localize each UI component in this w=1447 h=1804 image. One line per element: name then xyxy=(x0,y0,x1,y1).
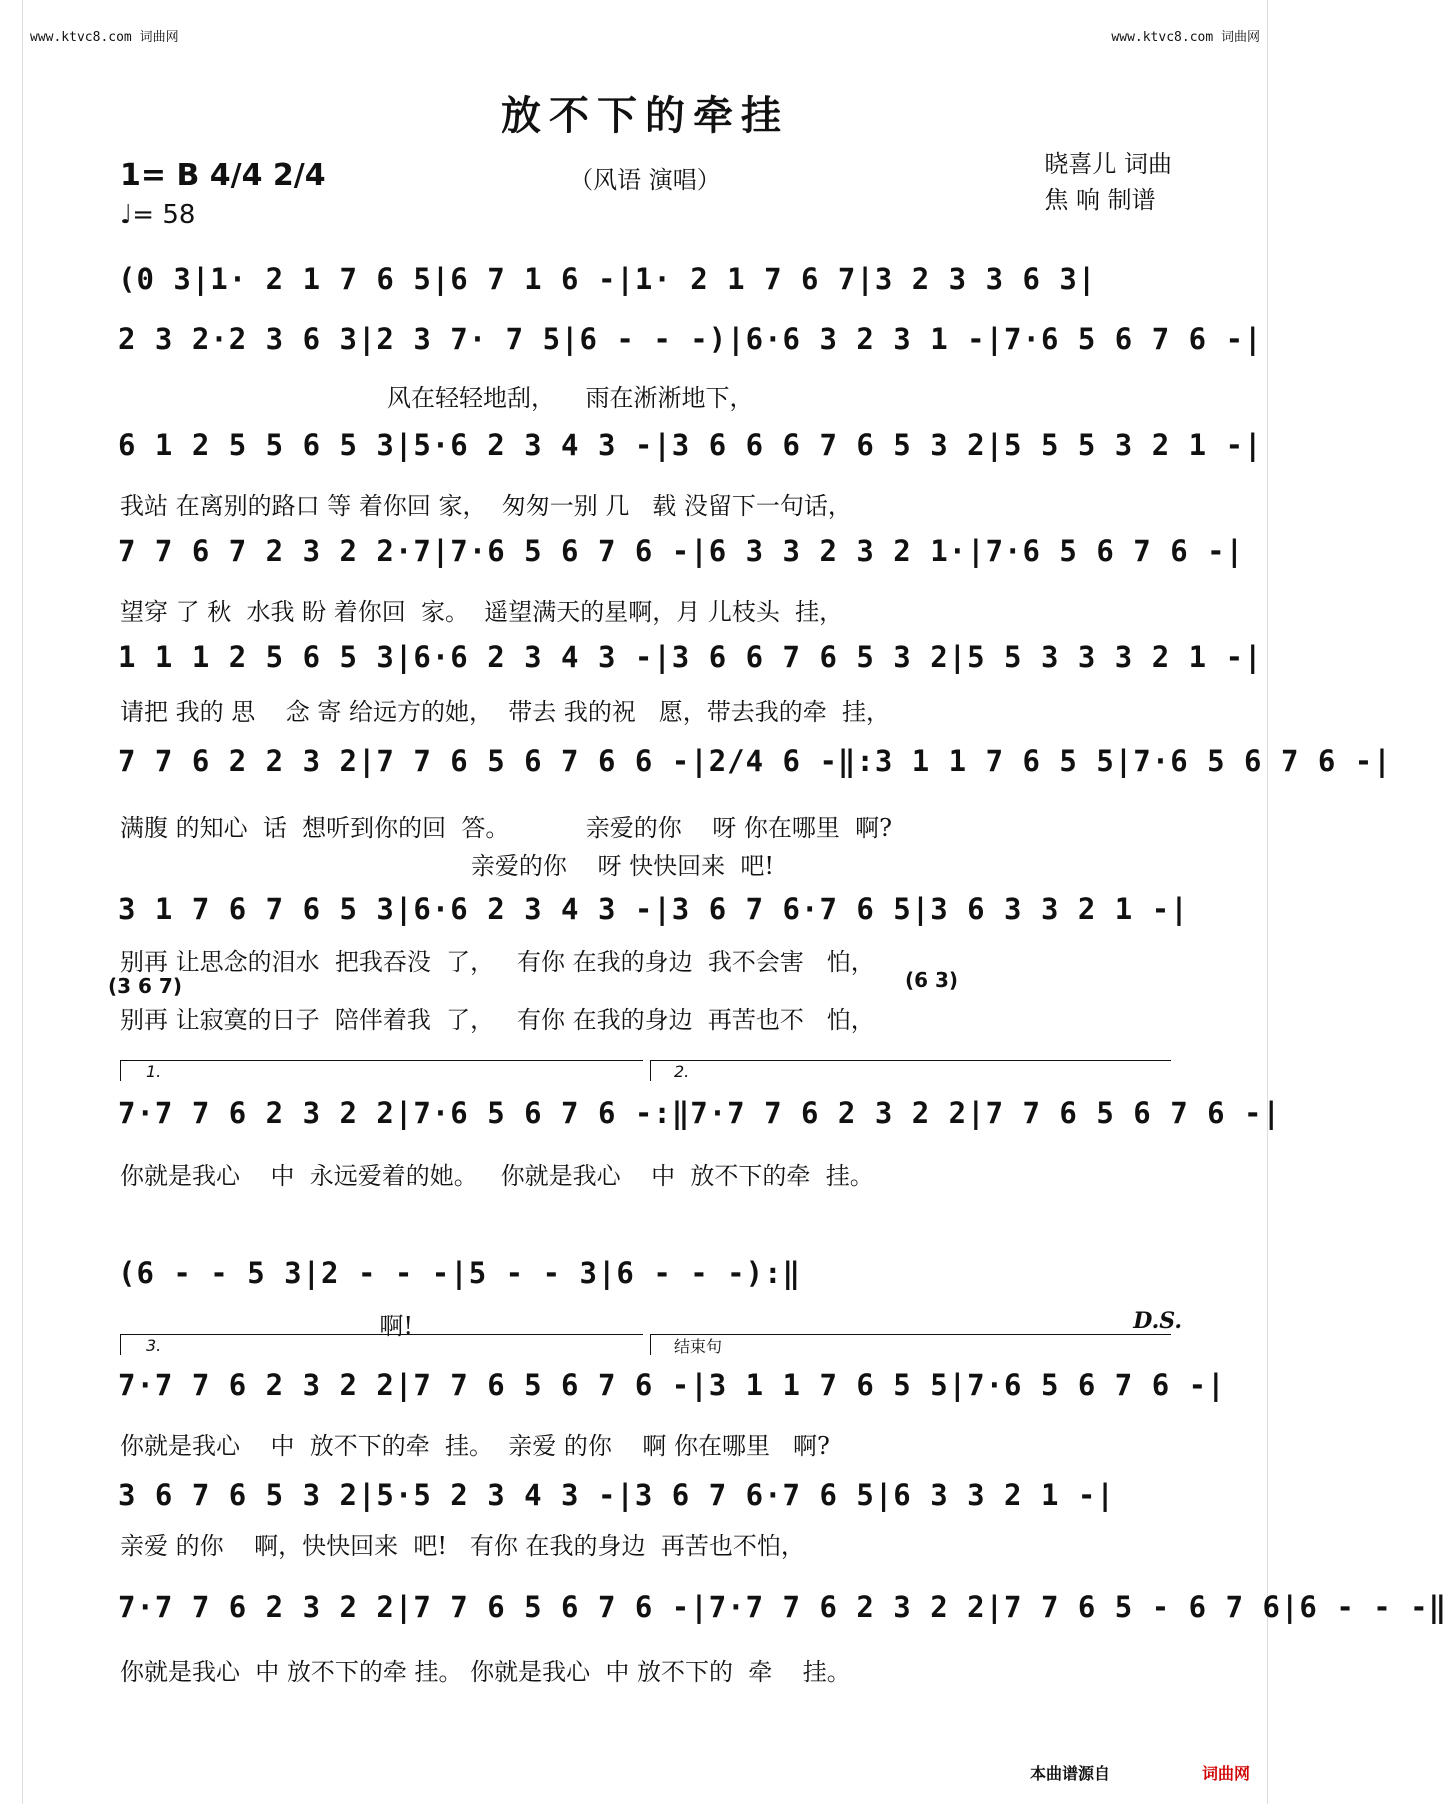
score-line-1: (0 3|1· 2 1 7 6 5|6 7 1 6 -|1· 2 1 7 6 7|3 2 3 3 6 3| xyxy=(118,262,1097,296)
coda-bracket xyxy=(650,1334,1171,1355)
alt-note-a: (3 6 7) xyxy=(108,974,182,998)
credit-transcriber: 焦 响 制谱 xyxy=(1044,186,1156,214)
score-line-5: 1 1 1 2 5 6 5 3|6·6 2 3 4 3 -|3 6 6 7 6 5 3 2|5 5 3 3 3 2 1 -| xyxy=(118,640,1263,674)
lyric-line-10: 你就是我心 中 放不下的牵 挂。 亲爱 的你 啊 你在哪里 啊? xyxy=(120,1432,830,1460)
ending-label-3: 3. xyxy=(146,1336,162,1355)
lyric-line-9: 啊! xyxy=(120,1312,414,1340)
lyric-line-5: 请把 我的 思 念 寄 给远方的她， 带去 我的祝 愿，带去我的牵 挂， xyxy=(120,698,891,726)
performer: （风语 演唱） xyxy=(569,166,721,194)
credit-lyrics-music: 晓喜儿 词曲 xyxy=(1044,150,1172,178)
score-line-9: (6 - - 5 3|2 - - -|5 - - 3|6 - - -):‖ xyxy=(118,1256,802,1290)
score-line-10: 7·7 7 6 2 3 2 2|7 7 6 5 6 7 6 -|3 1 1 7 6 5 5|7·6 5 6 7 6 -| xyxy=(118,1368,1226,1402)
key-signature: 1= B 4/4 2/4 xyxy=(120,158,326,193)
score-line-6: 7 7 6 2 2 3 2|7 7 6 5 6 7 6 6 -|2/4 6 -‖:3 1 1 7 6 5 5|7·6 5 6 7 6 -| xyxy=(118,744,1392,778)
lyric-line-8: 你就是我心 中 永远爱着的她。 你就是我心 中 放不下的牵 挂。 xyxy=(120,1162,874,1190)
ending-label-2: 2. xyxy=(674,1062,690,1081)
lyric-line-6b: 亲爱的你 呀 快快回来 吧! xyxy=(120,852,774,880)
site-header-left: www.ktvc8.com 词曲网 xyxy=(30,30,179,45)
right-margin-strip xyxy=(1267,0,1290,1804)
score-line-7: 3 1 7 6 7 6 5 3|6·6 2 3 4 3 -|3 6 7 6·7 6 5|3 6 3 3 2 1 -| xyxy=(118,892,1189,926)
lyric-line-7a: 别再 让思念的泪水 把我吞没 了， 有你 在我的身边 我不会害 怕， xyxy=(120,948,875,976)
song-title: 放不下的牵挂 xyxy=(501,92,789,139)
score-line-8: 7·7 7 6 2 3 2 2|7·6 5 6 7 6 -:‖7·7 7 6 2 3 2 2|7 7 6 5 6 7 6 -| xyxy=(118,1096,1281,1130)
score-line-3: 6 1 2 5 5 6 5 3|5·6 2 3 4 3 -|3 6 6 6 7 6 5 3 2|5 5 5 3 2 1 -| xyxy=(118,428,1263,462)
coda-label: 结束句 xyxy=(674,1337,723,1356)
ending-bracket-1 xyxy=(120,1060,643,1081)
source-text: 本曲谱源自 xyxy=(1029,1764,1110,1783)
left-margin-strip xyxy=(0,0,23,1804)
lyric-line-11: 亲爱 的你 啊，快快回来 吧! 有你 在我的身边 再苦也不怕， xyxy=(120,1532,805,1560)
lyric-line-6a: 满腹 的知心 话 想听到你的回 答。 亲爱的你 呀 你在哪里 啊? xyxy=(120,814,892,842)
lyric-line-7b: 别再 让寂寞的日子 陪伴着我 了， 有你 在我的身边 再苦也不 怕， xyxy=(120,1006,875,1034)
ending-bracket-3 xyxy=(120,1334,643,1355)
alt-note-b: (6 3) xyxy=(905,968,959,992)
site-header-right: www.ktvc8.com 词曲网 xyxy=(1111,30,1260,45)
score-line-11: 3 6 7 6 5 3 2|5·5 2 3 4 3 -|3 6 7 6·7 6 5|6 3 3 2 1 -| xyxy=(118,1478,1115,1512)
ending-label-1: 1. xyxy=(146,1062,162,1081)
score-line-4: 7 7 6 7 2 3 2 2·7|7·6 5 6 7 6 -|6 3 3 2 3 2 1·|7·6 5 6 7 6 -| xyxy=(118,534,1245,568)
tempo-mark: ♩= 58 xyxy=(120,200,196,230)
source-site-link[interactable]: 词曲网 xyxy=(1201,1764,1250,1783)
lyric-line-2: 风在轻轻地刮， 雨在淅淅地下， xyxy=(120,384,754,412)
score-line-2: 2 3 2·2 3 6 3|2 3 7· 7 5|6 - - -)|6·6 3 2 3 1 -|7·6 5 6 7 6 -| xyxy=(118,322,1263,356)
score-line-12: 7·7 7 6 2 3 2 2|7 7 6 5 6 7 6 -|7·7 7 6 2 3 2 2|7 7 6 5 - 6 7 6|6 - - -‖ xyxy=(118,1590,1447,1624)
ds-mark: D.S. xyxy=(1133,1308,1182,1334)
lyric-line-3: 我站 在离别的路口 等 着你回 家， 匆匆一别 几 载 没留下一句话， xyxy=(120,492,852,520)
lyric-line-4: 望穿 了 秋 水我 盼 着你回 家。 遥望满天的星啊，月 儿枝头 挂， xyxy=(120,598,844,626)
credits xyxy=(1044,146,1172,218)
lyric-line-12: 你就是我心 中 放不下的牵 挂。 你就是我心 中 放不下的 牵 挂。 xyxy=(120,1658,851,1686)
ending-bracket-2 xyxy=(650,1060,1171,1081)
